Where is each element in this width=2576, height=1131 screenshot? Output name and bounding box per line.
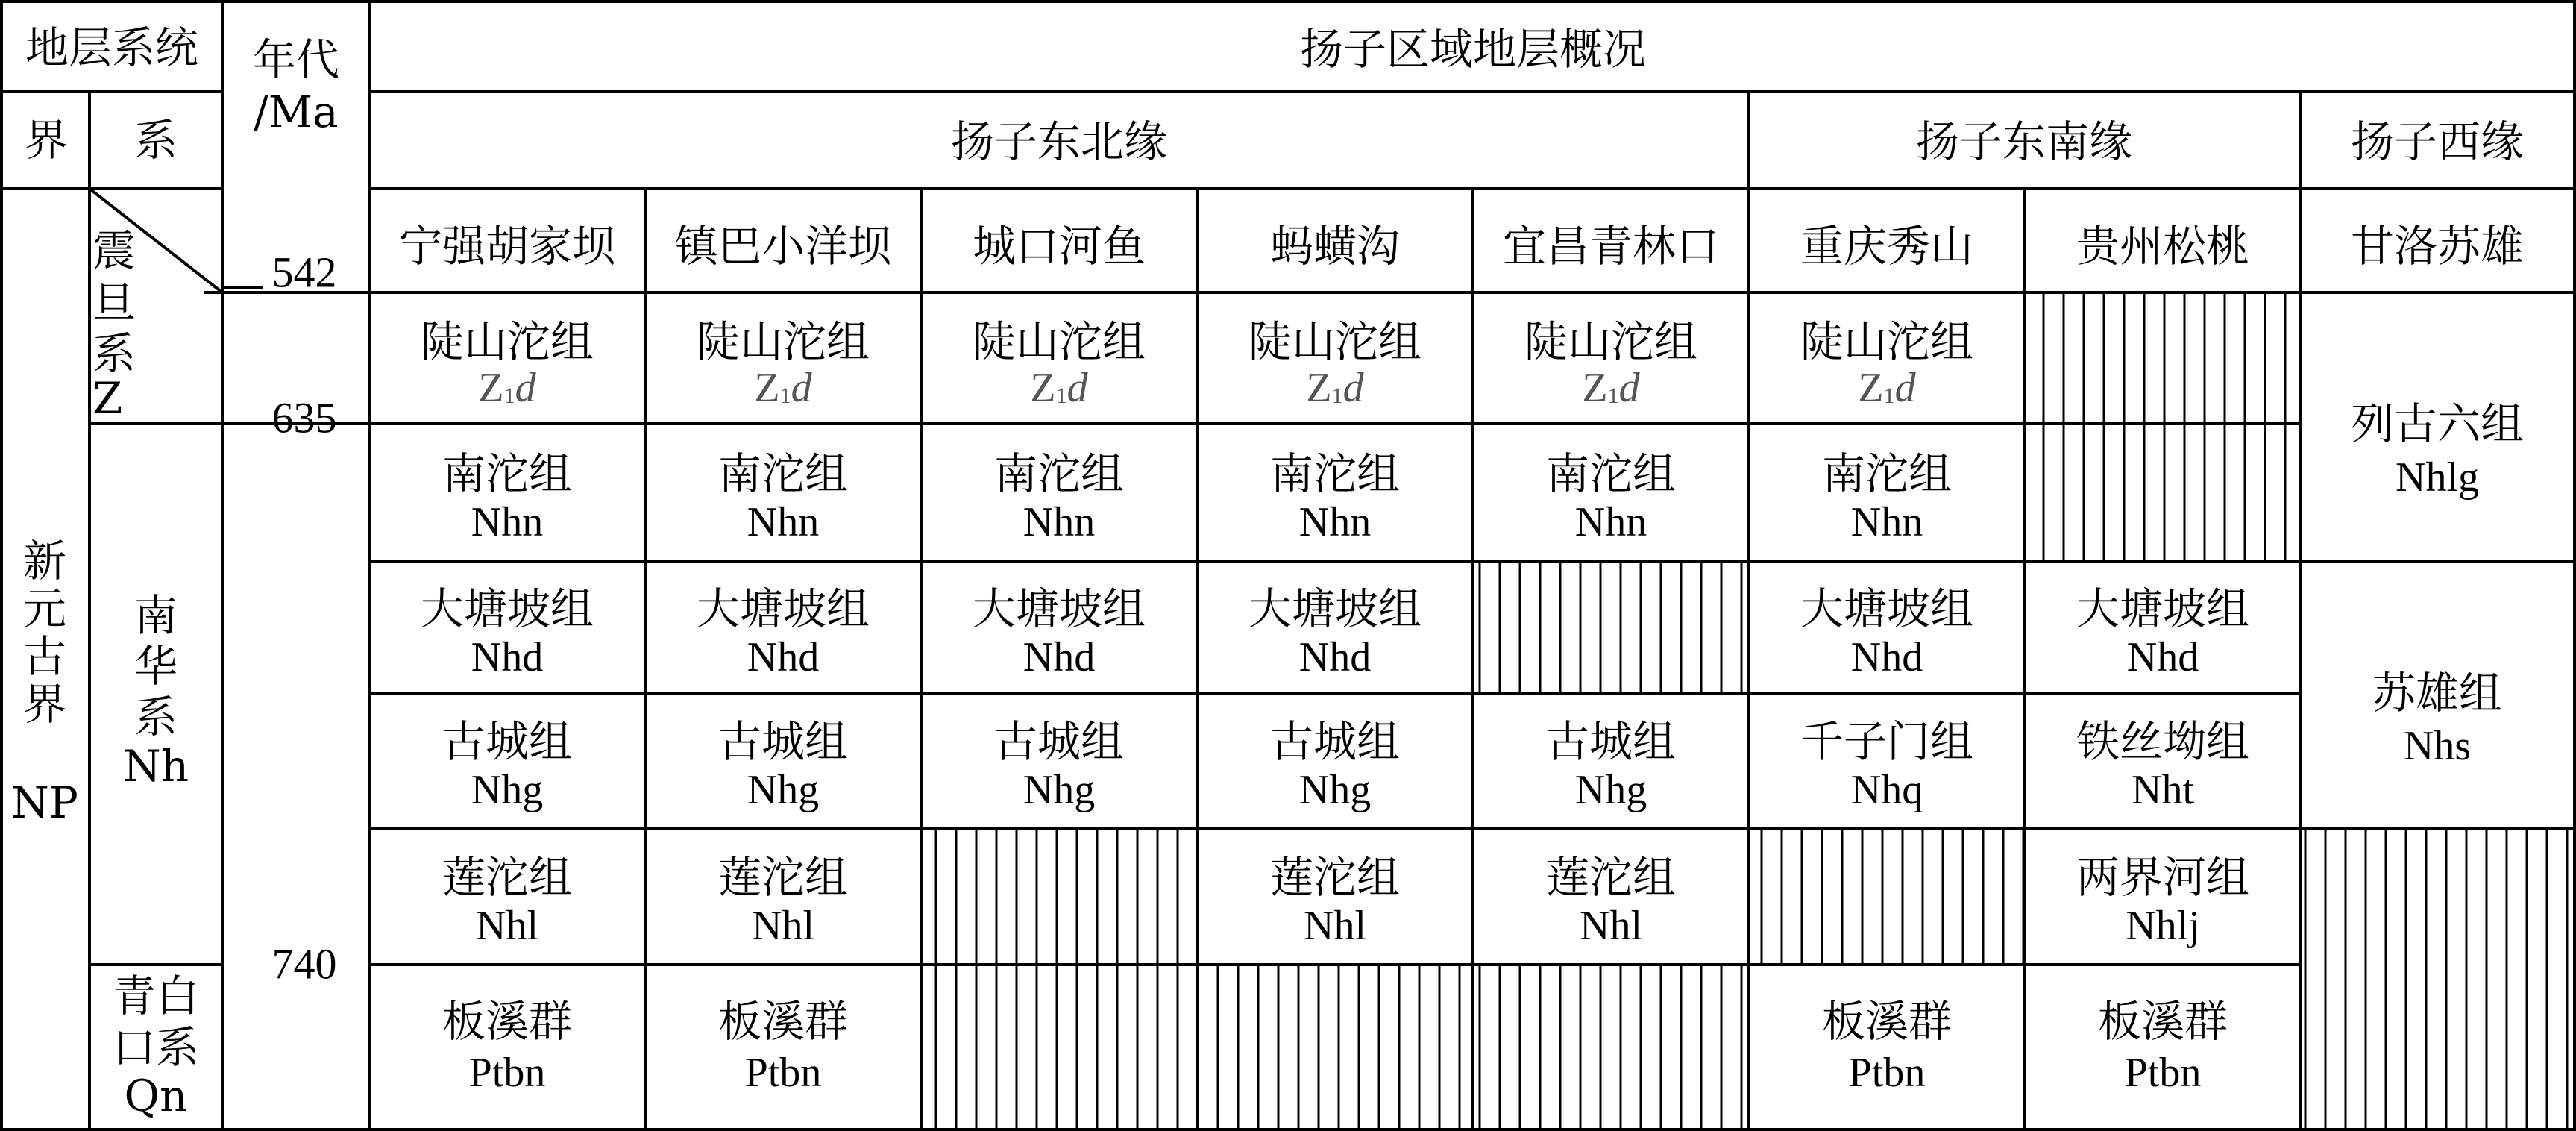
- formation-name: 陡山沱组: [972, 316, 1146, 367]
- west-formation-name: 苏雄组: [2372, 668, 2503, 718]
- locality-header: 贵州松桃: [2076, 221, 2250, 272]
- formation-code: Nhn: [747, 499, 820, 545]
- formation-code: Ptbn: [744, 1050, 822, 1096]
- gap-yichang-datangpo: [1473, 562, 1747, 693]
- formation-name: 古城组: [993, 716, 1125, 767]
- header-age-unit: /Ma: [254, 87, 339, 137]
- formation-code: Nhg: [1022, 767, 1096, 813]
- system-qingbaikou-line: 青白: [112, 971, 200, 1021]
- header-age-title: 年代: [252, 34, 340, 85]
- formation-name: 古城组: [1269, 716, 1401, 767]
- formation-name: 莲沱组: [1545, 852, 1677, 903]
- formation-code: Nhl: [1580, 903, 1642, 949]
- locality-header: 城口河鱼: [972, 221, 1146, 272]
- formation-code: Nhl: [1304, 903, 1366, 949]
- system-nanhua-line: 华: [133, 641, 178, 692]
- formation-code: Z1d: [1030, 365, 1088, 411]
- formation-code: Nhn: [1298, 499, 1372, 545]
- formation-code: Nhg: [1574, 767, 1647, 813]
- formation-code: Nhl: [476, 903, 538, 949]
- system-sinian-line: 旦: [92, 278, 136, 328]
- locality-header: 镇巴小洋坝: [674, 221, 892, 272]
- system-sinian-line: 系: [92, 328, 136, 379]
- locality-header: 蚂蟥沟: [1269, 221, 1401, 272]
- gap-mahuanggou-banxi: [1198, 965, 1472, 1128]
- formation-name: 古城组: [1545, 716, 1677, 767]
- formation-name: 板溪群: [717, 996, 849, 1047]
- era-label-line: 新: [22, 536, 67, 586]
- formation-name: 大塘坡组: [2076, 583, 2250, 634]
- formation-name: 陡山沱组: [696, 316, 870, 367]
- locality-header: 重庆秀山: [1800, 221, 1974, 272]
- region-header: 扬子西缘: [2350, 116, 2525, 167]
- formation-name: 南沱组: [717, 448, 849, 499]
- locality-header: 宜昌青林口: [1502, 221, 1720, 272]
- formation-name: 古城组: [442, 716, 573, 767]
- west-formation-code: Nhlg: [2396, 454, 2479, 501]
- formation-name: 古城组: [717, 716, 849, 767]
- formation-name: 板溪群: [442, 996, 573, 1047]
- formation-code: Nhl: [752, 903, 814, 949]
- formation-name: 莲沱组: [717, 852, 849, 903]
- formation-name: 陡山沱组: [1248, 316, 1422, 367]
- formation-code: Nhn: [1574, 499, 1647, 545]
- formation-name: 陡山沱组: [1800, 316, 1974, 367]
- formation-name: 大塘坡组: [972, 583, 1146, 634]
- era-label-line: NP: [11, 777, 78, 828]
- system-qingbaikou-line: Qn: [124, 1071, 188, 1121]
- formation-name: 大塘坡组: [420, 583, 594, 634]
- formation-code: Ptbn: [468, 1050, 546, 1096]
- formation-code: Ptbn: [2124, 1050, 2202, 1096]
- header-col-jie: 界: [24, 115, 69, 166]
- formation-name: 板溪群: [2097, 996, 2228, 1047]
- gap-chengkou-lower: [922, 828, 1196, 1128]
- formation-code: Z1d: [754, 365, 812, 411]
- formation-name: 大塘坡组: [696, 583, 870, 634]
- formation-code: Z1d: [1858, 365, 1916, 411]
- formation-code: Z1d: [478, 365, 536, 411]
- gap-chongqing-lianto: [1749, 828, 2023, 965]
- formation-name: 两界河组: [2076, 852, 2250, 903]
- region-header: 扬子东南缘: [1915, 116, 2133, 167]
- formation-name: 南沱组: [1269, 448, 1401, 499]
- locality-header: 甘洛苏雄: [2350, 221, 2525, 272]
- formation-name: 南沱组: [442, 448, 573, 499]
- formation-code: Z1d: [1306, 365, 1364, 411]
- era-label-line: 元: [22, 583, 67, 634]
- formation-code: Nhn: [1022, 499, 1096, 545]
- system-sinian-line: 震: [92, 225, 136, 276]
- gap-west-lower: [2301, 828, 2573, 1128]
- gap-guizhou-songtao-top: [2025, 292, 2299, 562]
- era-label-line: 界: [22, 679, 67, 730]
- formation-code: Nhd: [471, 634, 544, 680]
- formation-name: 莲沱组: [1269, 852, 1401, 903]
- age-label: 635: [271, 393, 337, 442]
- formation-name: 大塘坡组: [1800, 583, 1974, 634]
- formation-code: Nhg: [1298, 767, 1372, 813]
- formation-name: 莲沱组: [442, 852, 573, 903]
- formation-code: Nhn: [471, 499, 544, 545]
- formation-name: 陡山沱组: [1524, 316, 1698, 367]
- formation-code: Nht: [2132, 767, 2194, 813]
- era-label-line: 古: [22, 631, 67, 682]
- formation-code: Nhd: [1022, 634, 1096, 680]
- system-nanhua-line: 系: [133, 692, 178, 742]
- formation-code: Nhn: [1850, 499, 1923, 545]
- header-system-title: 地层系统: [25, 22, 199, 73]
- header-col-xi: 系: [133, 115, 178, 166]
- formation-name: 板溪群: [1821, 996, 1953, 1047]
- formation-code: Nhd: [1850, 634, 1923, 680]
- formation-name: 南沱组: [993, 448, 1125, 499]
- header-overview-title: 扬子区域地层概况: [1299, 24, 1647, 75]
- locality-header: 宁强胡家坝: [398, 221, 616, 272]
- system-sinian-line: Z: [92, 373, 123, 424]
- formation-code: Nhlj: [2126, 903, 2200, 949]
- formation-name: 千子门组: [1800, 716, 1974, 767]
- west-formation-name: 列古六组: [2350, 398, 2525, 449]
- system-nanhua-line: Nh: [122, 741, 189, 792]
- age-label: 740: [271, 939, 337, 989]
- formation-name: 陡山沱组: [420, 316, 594, 367]
- formation-name: 南沱组: [1545, 448, 1677, 499]
- region-header: 扬子东北缘: [950, 116, 1168, 167]
- formation-code: Z1d: [1582, 365, 1640, 411]
- formation-code: Nhd: [2126, 634, 2199, 680]
- grid-lines: [1, 1, 2575, 1130]
- formation-code: Nhg: [471, 767, 544, 813]
- formation-name: 铁丝坳组: [2076, 716, 2250, 767]
- west-formation-code: Nhs: [2403, 723, 2472, 769]
- formation-name: 南沱组: [1821, 448, 1953, 499]
- formation-code: Nhg: [747, 767, 820, 813]
- formation-code: Nhd: [1298, 634, 1372, 680]
- system-nanhua-line: 南: [133, 590, 178, 641]
- formation-code: Nhd: [747, 634, 820, 680]
- gap-yichang-banxi: [1473, 965, 1747, 1128]
- formation-name: 大塘坡组: [1248, 583, 1422, 634]
- age-label: 542: [271, 248, 337, 297]
- formation-code: Ptbn: [1848, 1050, 1926, 1096]
- formation-code: Nhq: [1850, 767, 1923, 813]
- system-qingbaikou-line: 口系: [112, 1022, 200, 1073]
